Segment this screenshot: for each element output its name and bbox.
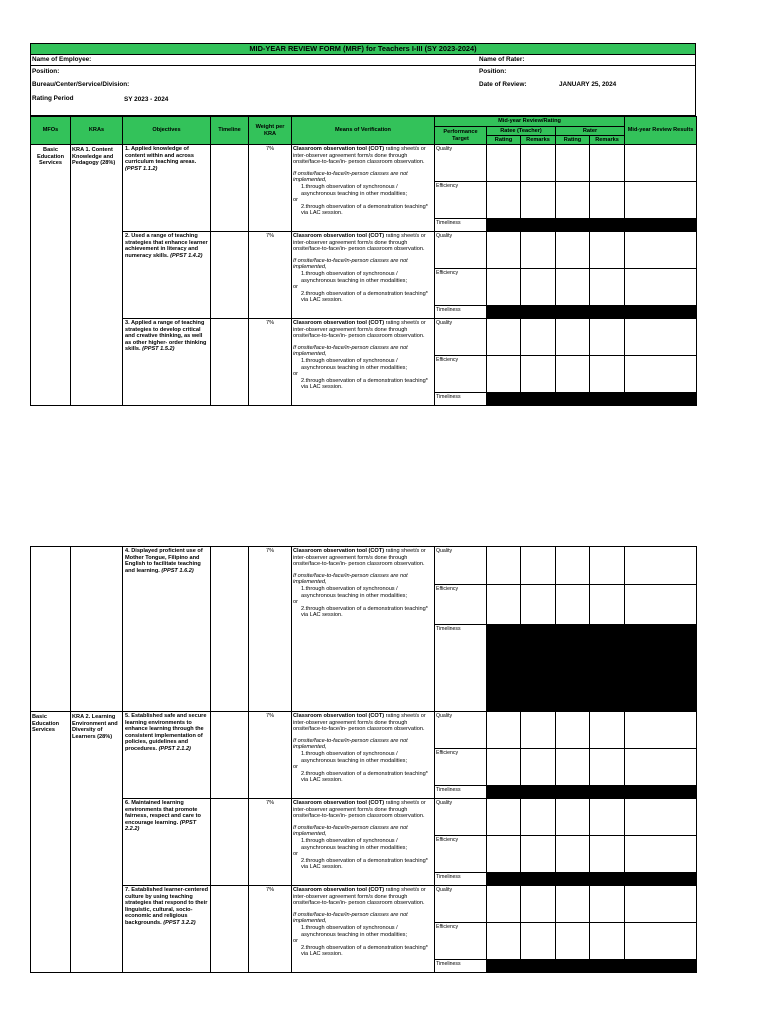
- remarks-cell[interactable]: [521, 799, 556, 836]
- col-midyear: Mid-year Review/Rating: [435, 117, 625, 127]
- remarks-cell[interactable]: [521, 319, 556, 356]
- remarks-cell[interactable]: [521, 232, 556, 269]
- date-label: Date of Review:: [479, 81, 527, 88]
- remarks-cell[interactable]: [521, 269, 556, 306]
- objective-cell: 6. Maintained learning environments that promote fairness, respect and care to encourage learning. (PPST 2.2.2): [123, 799, 211, 886]
- means-of-verification: Classroom observation tool (COT) rating sheet/s or inter-observer agreement form/s done through onsite/face-to-face/in- person classroom observation. If onsite/face-to-face/in-person classes are not implemented, 1.through observation of synchronous / asynchronous teaching in other modalities; or 2.through observation of a demonstration teaching* via LAC session.: [292, 232, 435, 319]
- kra-cell: KRA 2. Learning Environment and Diversity of Learners (28%): [71, 712, 123, 973]
- target-quality: Quality: [435, 319, 487, 356]
- rating-cell[interactable]: [556, 799, 590, 836]
- rating-cell[interactable]: [556, 232, 590, 269]
- kra-cell: KRA 1. Content Knowledge and Pedagogy (28%): [71, 145, 123, 406]
- col-objectives: Objectives: [123, 117, 211, 145]
- position-label: Position:: [32, 68, 60, 75]
- timeline-cell[interactable]: [211, 712, 249, 799]
- rating-cell[interactable]: [556, 182, 590, 219]
- rating-cell[interactable]: [556, 547, 590, 585]
- remarks-cell[interactable]: [521, 182, 556, 219]
- remarks-cell[interactable]: [590, 712, 625, 749]
- remarks-cell[interactable]: [590, 232, 625, 269]
- target-efficiency: Efficiency: [435, 923, 487, 960]
- col-weight: Weight per KRA: [249, 117, 292, 145]
- target-timeliness: Timeliness: [435, 393, 487, 406]
- results-cell[interactable]: [625, 232, 697, 269]
- col-ratee-rating: Rating: [487, 136, 521, 145]
- target-quality: Quality: [435, 799, 487, 836]
- col-results: Mid-year Review Results: [625, 117, 697, 145]
- results-cell[interactable]: [625, 799, 697, 836]
- remarks-cell[interactable]: [590, 923, 625, 960]
- remarks-cell[interactable]: [590, 182, 625, 219]
- target-efficiency: Efficiency: [435, 269, 487, 306]
- target-quality: Quality: [435, 547, 487, 585]
- remarks-cell[interactable]: [521, 836, 556, 873]
- results-cell[interactable]: [625, 923, 697, 960]
- means-of-verification: Classroom observation tool (COT) rating sheet/s or inter-observer agreement form/s done through onsite/face-to-face/in- person classroom observation. If onsite/face-to-face/in-person classes are not implemented, 1.through observation of synchronous / asynchronous teaching in other modalities; or 2.through observation of a demonstration teaching* via LAC session.: [292, 712, 435, 799]
- means-of-verification: Classroom observation tool (COT) rating sheet/s or inter-observer agreement form/s done through onsite/face-to-face/in- person classroom observation. If onsite/face-to-face/in-person classes are not implemented, 1.through observation of synchronous / asynchronous teaching in other modalities; or 2.through observation of a demonstration teaching* via LAC session.: [292, 886, 435, 973]
- rating-cell[interactable]: [487, 712, 521, 749]
- col-ratee-remarks: Remarks: [521, 136, 556, 145]
- rating-cell[interactable]: [487, 319, 521, 356]
- target-timeliness: Timeliness: [435, 625, 487, 712]
- results-cell[interactable]: [625, 712, 697, 749]
- blacked-out-cell: [487, 625, 697, 712]
- rating-cell[interactable]: [487, 585, 521, 625]
- blacked-out-cell: [487, 393, 697, 406]
- remarks-cell[interactable]: [521, 886, 556, 923]
- blacked-out-cell: [487, 786, 697, 799]
- blacked-out-cell: [487, 960, 697, 973]
- rating-cell[interactable]: [487, 836, 521, 873]
- timeline-cell[interactable]: [211, 799, 249, 886]
- rating-cell[interactable]: [487, 547, 521, 585]
- remarks-cell[interactable]: [590, 585, 625, 625]
- means-of-verification: Classroom observation tool (COT) rating sheet/s or inter-observer agreement form/s done through onsite/face-to-face/in- person classroom observation. If onsite/face-to-face/in-person classes are not implemented, 1.through observation of synchronous / asynchronous teaching in other modalities; or 2.through observation of a demonstration teaching* via LAC session.: [292, 547, 435, 712]
- timeline-cell[interactable]: [211, 145, 249, 232]
- remarks-cell[interactable]: [521, 145, 556, 182]
- form-header: [30, 55, 696, 116]
- weight-cell: 7%: [249, 712, 292, 799]
- results-cell[interactable]: [625, 836, 697, 873]
- remarks-cell[interactable]: [521, 923, 556, 960]
- weight-cell: 7%: [249, 547, 292, 712]
- target-efficiency: Efficiency: [435, 182, 487, 219]
- remarks-cell[interactable]: [590, 356, 625, 393]
- mfo-cell: Basic Education Services: [31, 145, 71, 406]
- target-quality: Quality: [435, 886, 487, 923]
- mfo-cell: [31, 547, 71, 712]
- target-timeliness: Timeliness: [435, 219, 487, 232]
- rating-cell[interactable]: [487, 749, 521, 786]
- target-timeliness: Timeliness: [435, 960, 487, 973]
- target-efficiency: Efficiency: [435, 356, 487, 393]
- col-rater-remarks: Remarks: [590, 136, 625, 145]
- target-timeliness: Timeliness: [435, 786, 487, 799]
- weight-cell: 7%: [249, 886, 292, 973]
- rating-cell[interactable]: [487, 182, 521, 219]
- remarks-cell[interactable]: [590, 269, 625, 306]
- table-row: [31, 547, 697, 585]
- remarks-cell[interactable]: [590, 836, 625, 873]
- blacked-out-cell: [487, 306, 697, 319]
- remarks-cell[interactable]: [521, 585, 556, 625]
- results-cell[interactable]: [625, 585, 697, 625]
- target-timeliness: Timeliness: [435, 306, 487, 319]
- remarks-cell[interactable]: [590, 145, 625, 182]
- rating-cell[interactable]: [487, 269, 521, 306]
- rating-cell[interactable]: [556, 585, 590, 625]
- review-table-1: [30, 116, 697, 406]
- target-efficiency: Efficiency: [435, 749, 487, 786]
- results-cell[interactable]: [625, 269, 697, 306]
- col-performance-target: Performance Target: [435, 127, 487, 145]
- form-page-1: [30, 43, 696, 406]
- remarks-cell[interactable]: [521, 356, 556, 393]
- blacked-out-cell: [487, 219, 697, 232]
- rating-period-value: SY 2023 - 2024: [124, 96, 169, 103]
- rating-period-label: Rating Period: [32, 95, 74, 102]
- kra-cell: [71, 547, 123, 712]
- results-cell[interactable]: [625, 886, 697, 923]
- rating-cell[interactable]: [487, 232, 521, 269]
- rating-cell[interactable]: [487, 356, 521, 393]
- rating-cell[interactable]: [556, 886, 590, 923]
- rating-cell[interactable]: [556, 836, 590, 873]
- col-rater: Rater: [556, 127, 625, 136]
- rating-cell[interactable]: [487, 799, 521, 836]
- timeline-cell[interactable]: [211, 886, 249, 973]
- col-timeline: Timeline: [211, 117, 249, 145]
- weight-cell: 7%: [249, 319, 292, 406]
- remarks-cell[interactable]: [590, 799, 625, 836]
- means-of-verification: Classroom observation tool (COT) rating sheet/s or inter-observer agreement form/s done through onsite/face-to-face/in- person classroom observation. If onsite/face-to-face/in-person classes are not implemented, 1.through observation of synchronous / asynchronous teaching in other modalities; or 2.through observation of a demonstration teaching* via LAC session.: [292, 319, 435, 406]
- objective-cell: 1. Applied knowledge of content within and across curriculum teaching areas. (PPST 1.1.2): [123, 145, 211, 232]
- results-cell[interactable]: [625, 547, 697, 585]
- remarks-cell[interactable]: [590, 319, 625, 356]
- table-row: [31, 145, 697, 182]
- remarks-cell[interactable]: [521, 547, 556, 585]
- rating-cell[interactable]: [556, 749, 590, 786]
- remarks-cell[interactable]: [590, 886, 625, 923]
- results-cell[interactable]: [625, 356, 697, 393]
- review-table-2: [30, 546, 697, 973]
- col-kras: KRAs: [71, 117, 123, 145]
- objective-cell: 7. Established learner-centered culture by using teaching strategies that respond to their linguistic, cultural, socio-economic and religious backgrounds. (PPST 3.2.2): [123, 886, 211, 973]
- means-of-verification: Classroom observation tool (COT) rating sheet/s or inter-observer agreement form/s done through onsite/face-to-face/in- person classroom observation. If onsite/face-to-face/in-person classes are not implemented, 1.through observation of synchronous / asynchronous teaching in other modalities; or 2.through observation of a demonstration teaching* via LAC session.: [292, 145, 435, 232]
- remarks-cell[interactable]: [590, 547, 625, 585]
- rating-cell[interactable]: [556, 356, 590, 393]
- remarks-cell[interactable]: [521, 749, 556, 786]
- col-rater-rating: Rating: [556, 136, 590, 145]
- means-of-verification: Classroom observation tool (COT) rating sheet/s or inter-observer agreement form/s done through onsite/face-to-face/in- person classroom observation. If onsite/face-to-face/in-person classes are not implemented, 1.through observation of synchronous / asynchronous teaching in other modalities; or 2.through observation of a demonstration teaching* via LAC session.: [292, 799, 435, 886]
- blacked-out-cell: [487, 873, 697, 886]
- target-efficiency: Efficiency: [435, 585, 487, 625]
- rating-cell[interactable]: [487, 923, 521, 960]
- remarks-cell[interactable]: [521, 712, 556, 749]
- table-row: [31, 799, 697, 836]
- remarks-cell[interactable]: [590, 749, 625, 786]
- rating-cell[interactable]: [487, 886, 521, 923]
- weight-cell: 7%: [249, 145, 292, 232]
- target-quality: Quality: [435, 232, 487, 269]
- rating-cell[interactable]: [556, 319, 590, 356]
- rating-cell[interactable]: [556, 923, 590, 960]
- weight-cell: 7%: [249, 232, 292, 319]
- rating-cell[interactable]: [556, 145, 590, 182]
- rater-label: Name of Rater:: [479, 56, 525, 63]
- results-cell[interactable]: [625, 749, 697, 786]
- results-cell[interactable]: [625, 145, 697, 182]
- table-row: [31, 232, 697, 269]
- table-row: [31, 319, 697, 356]
- weight-cell: 7%: [249, 799, 292, 886]
- objective-cell: 3. Applied a range of teaching strategies to develop critical and creative thinking, as well as other higher- order thinking skills. (PPST 1.5.2): [123, 319, 211, 406]
- rating-cell[interactable]: [556, 712, 590, 749]
- timeline-cell[interactable]: [211, 232, 249, 319]
- target-quality: Quality: [435, 712, 487, 749]
- col-means: Means of Verification: [292, 117, 435, 145]
- target-timeliness: Timeliness: [435, 873, 487, 886]
- employee-label: Name of Employee:: [32, 56, 92, 63]
- rating-cell[interactable]: [487, 145, 521, 182]
- results-cell[interactable]: [625, 319, 697, 356]
- timeline-cell[interactable]: [211, 547, 249, 712]
- table-row: [31, 712, 697, 749]
- table-row: [31, 886, 697, 923]
- col-ratee: Ratee (Teacher): [487, 127, 556, 136]
- bureau-label: Bureau/Center/Service/Division:: [32, 81, 130, 88]
- objective-cell: 2. Used a range of teaching strategies that enhance learner achievement in literacy and numeracy skills. (PPST 1.4.2): [123, 232, 211, 319]
- target-quality: Quality: [435, 145, 487, 182]
- mfo-cell: Basic Education Services: [31, 712, 71, 973]
- timeline-cell[interactable]: [211, 319, 249, 406]
- rating-cell[interactable]: [556, 269, 590, 306]
- col-mfos: MFOs: [31, 117, 71, 145]
- results-cell[interactable]: [625, 182, 697, 219]
- objective-cell: 5. Established safe and secure learning environments to enhance learning through the consistent implementation of policies, guidelines and procedures. (PPST 2.1.2): [123, 712, 211, 799]
- rater-position-label: Position:: [479, 68, 507, 75]
- objective-cell: 4. Displayed proficient use of Mother Tongue, Filipino and English to facilitate teaching and learning. (PPST 1.6.2): [123, 547, 211, 712]
- form-page-2: [30, 546, 696, 973]
- target-efficiency: Efficiency: [435, 836, 487, 873]
- date-value: JANUARY 25, 2024: [559, 81, 617, 88]
- form-title: MID-YEAR REVIEW FORM (MRF) for Teachers I-III (SY 2023-2024): [30, 43, 696, 55]
